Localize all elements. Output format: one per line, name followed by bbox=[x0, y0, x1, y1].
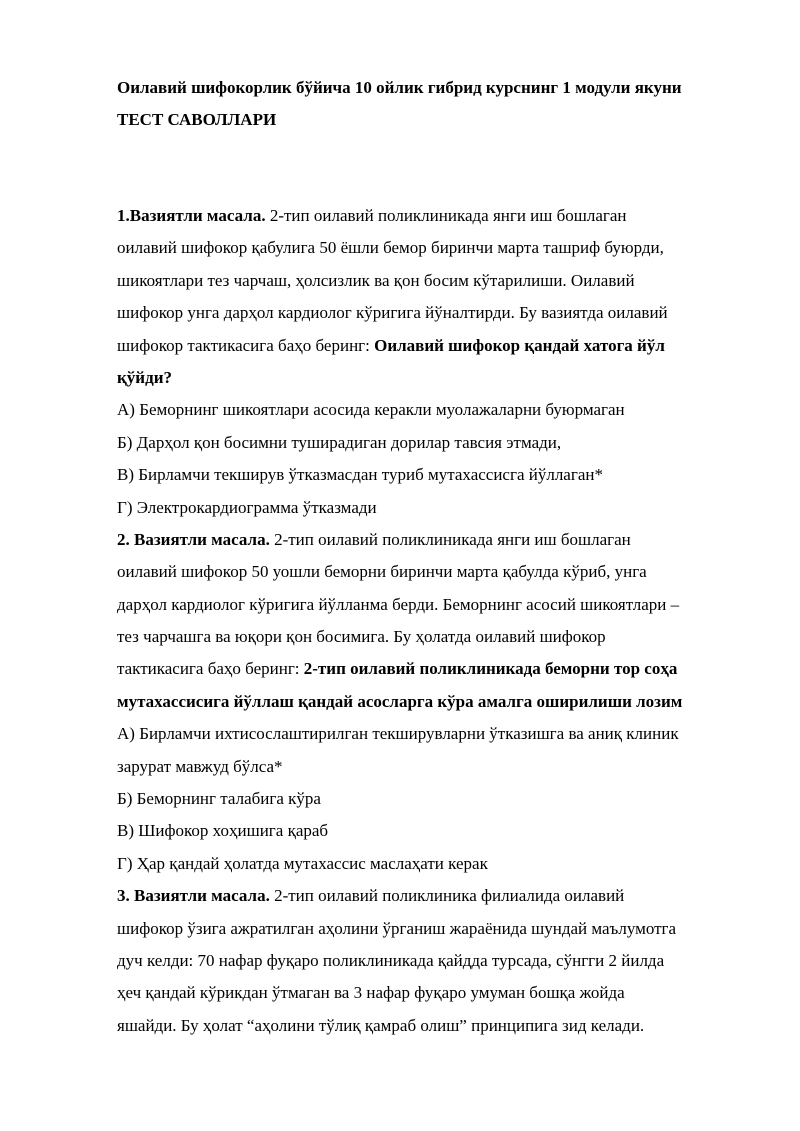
title-line-1: Оилавий шифокорлик бўйича 10 ойлик гибрид курснинг 1 модули якуни bbox=[117, 78, 682, 97]
question-2-line-3: дарҳол кардиолог кўригига йўлланма берди. Беморнинг асосий шикоятлари – bbox=[117, 594, 680, 614]
question-2-bold-question: 2-тип оилавий поликлиникада беморни тор соҳа bbox=[303, 659, 678, 679]
question-1-option-b: Б) Дарҳол қон босимни туширадиган дорилар тавсия этмади, bbox=[117, 432, 562, 452]
question-1-option-a: А) Беморнинг шикоятлари асосида керакли муолажаларни буюрмаган bbox=[117, 400, 625, 420]
question-1-line-1 bbox=[117, 200, 757, 232]
question-3-line-3: дуч келди: 70 нафар фуқаро поликлиникада қайдда турсада, сўнгги 2 йилда bbox=[117, 950, 665, 970]
question-1-label: 1.Вазиятли масала. bbox=[117, 206, 266, 225]
question-2-option-c: В) Шифокор хоҳишига қараб bbox=[117, 821, 329, 841]
question-2-label: 2. Вазиятли масала. bbox=[117, 529, 270, 549]
title-line-2: ТЕСТ САВОЛЛАРИ bbox=[117, 110, 277, 129]
question-3-line-1 bbox=[117, 880, 757, 912]
question-2-option-a-cont: зарурат мавжуд бўлса* bbox=[117, 756, 283, 776]
question-2-line-4: тез чарчашга ва юқори қон босимига. Бу ҳолатда оилавий шифокор bbox=[117, 627, 606, 647]
question-1-text: 2-тип оилавий поликлиникада янги иш бошлаган bbox=[269, 206, 627, 225]
question-1-line-2: оилавий шифокор қабулига 50 ёшли бемор биринчи марта ташриф буюрди, bbox=[117, 238, 664, 258]
question-1-line-5 bbox=[117, 330, 757, 362]
question-2-line-5 bbox=[117, 653, 757, 685]
question-2-option-b: Б) Беморнинг талабига кўра bbox=[117, 789, 321, 809]
question-1-line-4: шифокор унга дарҳол кардиолог кўригига йўналтирди. Бу вазиятда оилавий bbox=[117, 303, 668, 323]
question-2-line-2: оилавий шифокор 50 уошли беморни биринчи марта қабулда кўриб, унга bbox=[117, 562, 647, 582]
question-1-text: шифокор тактикасига баҳо беринг: bbox=[117, 335, 375, 355]
question-3-text: 2-тип оилавий поликлиника филиалида оилавий bbox=[274, 886, 625, 906]
document-body bbox=[117, 200, 757, 1042]
question-3-line-4: ҳеч қандай кўрикдан ўтмаган ва 3 нафар фуқаро умуман бошқа жойда bbox=[117, 983, 625, 1003]
question-2-text: тактикасига баҳо беринг: bbox=[117, 659, 304, 679]
question-1-option-d: Г) Электрокардиограмма ўтказмади bbox=[117, 497, 377, 517]
question-1-bold-question: Оилавий шифокор қандай хатога йўл bbox=[374, 335, 665, 355]
question-3-line-2: шифокор ўзига ажратилган аҳолини ўрганиш жараёнида шундай маълумотга bbox=[117, 918, 677, 938]
question-1-line-6 bbox=[117, 362, 757, 394]
question-1-option-c: В) Бирламчи текширув ўтказмасдан туриб мутахассисга йўллаган* bbox=[117, 465, 603, 485]
question-2-line-6 bbox=[117, 686, 757, 718]
question-3-line-5: яшайди. Бу ҳолат “аҳолини тўлиқ қамраб олиш” принципига зид келади. bbox=[117, 1015, 645, 1035]
question-1-line-3: шикоятлари тез чарчаш, ҳолсизлик ва қон босим кўтарилиши. Оилавий bbox=[117, 270, 635, 290]
question-2-option-a: А) Бирламчи ихтисослаштирилган текширувларни ўтказишга ва аниқ клиник bbox=[117, 724, 679, 744]
document-title bbox=[117, 72, 757, 136]
question-1-bold-question: қўйди? bbox=[117, 367, 172, 387]
question-2-text: 2-тип оилавий поликлиникада янги иш бошлаган bbox=[274, 529, 631, 549]
question-2-line-1 bbox=[117, 524, 757, 556]
question-2-bold-question: мутахассисига йўллаш қандай асосларга кўра амалга оширилиши лозим bbox=[117, 691, 683, 711]
question-3-label: 3. Вазиятли масала. bbox=[117, 886, 270, 906]
question-2-option-d: Г) Ҳар қандай ҳолатда мутахассис маслаҳати керак bbox=[117, 853, 488, 873]
